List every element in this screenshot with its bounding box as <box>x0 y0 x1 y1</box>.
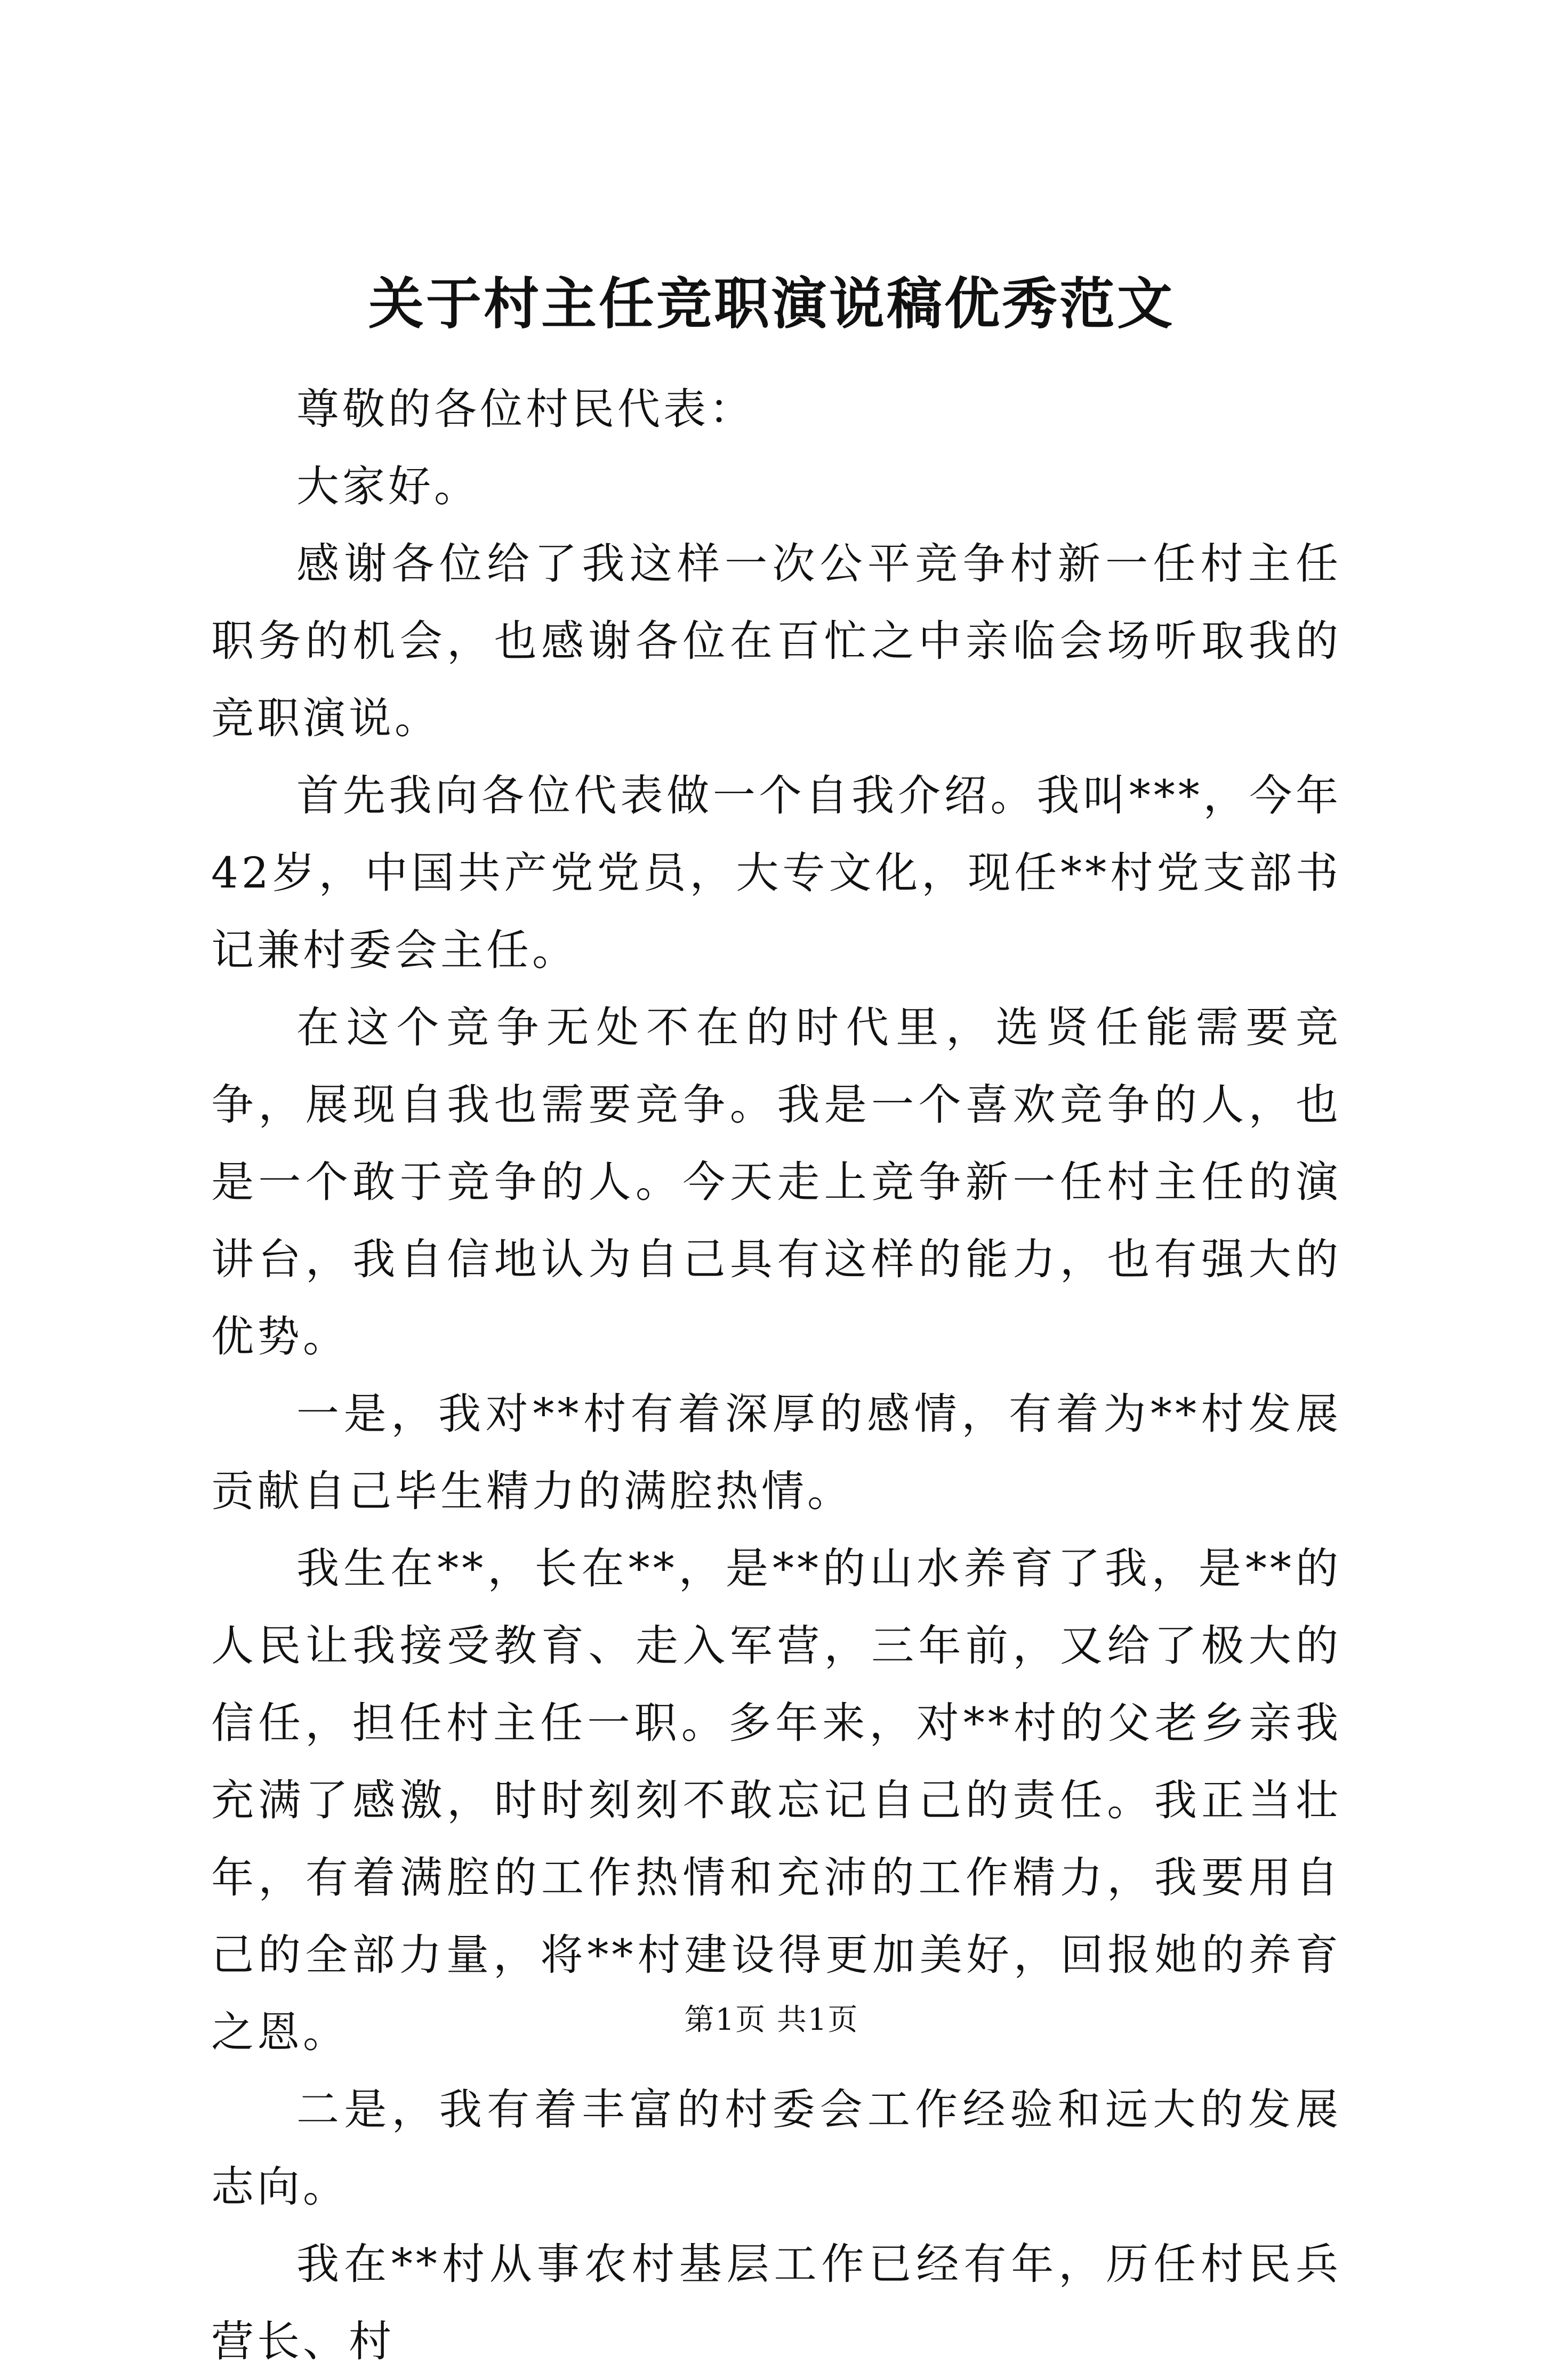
paragraph-point-one: 一是，我对**村有着深厚的感情，有着为**村发展贡献自己毕生精力的满腔热情。 <box>211 1389 1341 1516</box>
paragraph-self-introduction: 首先我向各位代表做一个自我介绍。我叫***，今年42岁，中国共产党党员，大专文化，现任**村党支部书记兼村委会主任。 <box>211 771 1341 975</box>
paragraph-point-two: 二是，我有着丰富的村委会工作经验和远大的发展志向。 <box>211 2085 1341 2212</box>
paragraph-competition: 在这个竞争无处不在的时代里，选贤任能需要竞争，展现自我也需要竞争。我是一个喜欢竞争的人，也是一个敢于竞争的人。今天走上竞争新一任村主任的演讲台，我自信地认为自己具有这样的能力，也有强大的优势。 <box>211 1003 1341 1361</box>
document-title: 关于村主任竞职演说稿优秀范文 <box>368 271 1175 336</box>
paragraph-thanks: 感谢各位给了我这样一次公平竞争村新一任村主任职务的机会，也感谢各位在百忙之中亲临会场听取我的竞职演说。 <box>211 539 1341 743</box>
document-body <box>211 370 1341 2380</box>
paragraph-salutation: 尊敬的各位村民代表： <box>296 384 755 434</box>
paragraph-background: 我生在**，长在**，是**的山水养育了我，是**的人民让我接受教育、走入军营，三年前，又给了极大的信任，担任村主任一职。多年来，对**村的父老乡亲我充满了感激，时时刻刻不敢忘记自己的责任。我正当壮年，有着满腔的工作热情和充沛的工作精力，我要用自己的全部力量，将**村建设得更加美好，回报她的养育之恩。 <box>211 1544 1341 2057</box>
paragraph-experience: 我在**村从事农村基层工作已经有年，历任村民兵营长、村 <box>211 2239 1341 2366</box>
page-footer: 第1页 共1页 <box>684 2003 859 2037</box>
paragraph-greeting: 大家好。 <box>296 462 480 511</box>
